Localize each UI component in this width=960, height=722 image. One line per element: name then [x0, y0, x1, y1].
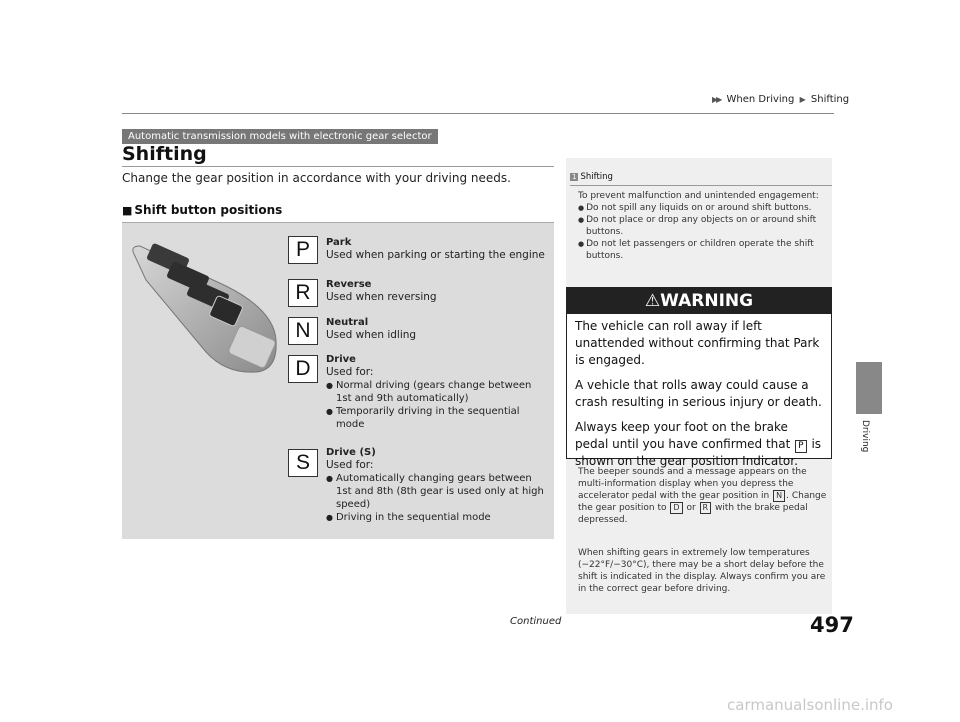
gear-drive-s-text: [326, 446, 550, 524]
warning-paragraph: [575, 419, 823, 470]
sidebar-bullet: ● Do not place or drop any objects on or around shift buttons.: [578, 214, 828, 238]
key-p-icon: P: [795, 440, 806, 453]
gear-name: Park: [326, 237, 352, 248]
gear-desc: Used for:: [326, 366, 374, 378]
watermark: carmanualsonline.info: [727, 696, 893, 714]
gear-name: Drive: [326, 354, 356, 365]
key-d-icon: D: [670, 502, 682, 514]
gear-bullet: ● Temporarily driving in the sequential mode: [326, 405, 550, 431]
sidebar-intro-text: To prevent malfunction and unintended engagement:: [578, 191, 819, 201]
page-title: Shifting: [122, 143, 207, 165]
sidebar-bullet: ● Do not let passengers or children operate the shift buttons.: [578, 238, 828, 262]
title-rule: [122, 166, 554, 167]
sidebar-rule: [570, 185, 832, 186]
gear-bullet: ● Normal driving (gears change between 1st and 9th automatically): [326, 379, 550, 405]
warning-paragraph: The vehicle can roll away if left unattended without confirming that Park is engaged.: [575, 319, 820, 367]
gear-letter-s: S: [288, 449, 318, 477]
header-rule: [122, 113, 834, 114]
breadcrumb-arrow-icon: ▶▶: [712, 95, 721, 104]
gear-neutral-text: [326, 316, 416, 342]
warning-title: WARNING: [660, 291, 754, 311]
sidebar-paragraph-beeper: [578, 466, 828, 526]
page-number: 497: [810, 613, 854, 637]
sidebar-heading-text: Shifting: [580, 172, 613, 182]
subheading: [122, 203, 282, 217]
gear-name: Neutral: [326, 317, 369, 328]
key-n-icon: N: [773, 490, 785, 502]
breadcrumb-separator-icon: ▶: [799, 95, 806, 104]
sidebar-paragraph-cold: When shifting gears in extremely low temperatures (−22°F/−30°C), there may be a short delay before the shift is indicated in the display. Always confirm you are in the correct gear before driving.: [578, 548, 826, 594]
gear-letter-p: P: [288, 236, 318, 264]
warning-body: [567, 314, 831, 482]
intro-text: Change the gear position in accordance with your driving needs.: [122, 171, 511, 185]
sidebar-heading: [570, 172, 613, 182]
gear-desc: Used when idling: [326, 329, 417, 341]
section-tab: [856, 362, 882, 414]
gear-bullet: ● Driving in the sequential mode: [326, 511, 550, 524]
gear-letter-d: D: [288, 355, 318, 383]
gear-selector-illustration: [126, 240, 286, 380]
sidebar-text: The beeper sounds and a message appears on the multi-information display when you depress the accelerator pedal with the gear position in: [578, 467, 807, 501]
breadcrumb-current: Shifting: [810, 94, 850, 105]
gear-desc: Used when parking or starting the engine: [326, 249, 545, 261]
sidebar-text: with the brake pedal depressed.: [578, 503, 808, 525]
sidebar-intro: [578, 190, 828, 262]
warning-icon: ⚠: [644, 291, 661, 311]
breadcrumb: [712, 94, 849, 105]
continued-label: Continued: [510, 616, 562, 627]
gear-name: Drive (S): [326, 447, 376, 458]
warning-header: [567, 288, 831, 314]
sidebar-text: or: [686, 503, 696, 513]
model-tag: Automatic transmission models with electronic gear selector: [122, 129, 438, 144]
warning-text: is shown on the gear position Indicator.: [575, 437, 822, 468]
section-tab-label: Driving: [860, 420, 870, 453]
gear-letter-r: R: [288, 279, 318, 307]
warning-text: Always keep your foot on the brake pedal until you have confirmed that: [575, 420, 791, 451]
gear-reverse-text: [326, 278, 437, 304]
key-r-icon: R: [700, 502, 712, 514]
square-bullet-icon: ■: [122, 204, 133, 217]
gear-drive-text: [326, 353, 550, 431]
sidebar-text: . Change the gear position to: [578, 491, 827, 513]
breadcrumb-parent: When Driving: [726, 94, 795, 105]
warning-paragraph: A vehicle that rolls away could cause a crash resulting in serious injury or death.: [575, 378, 822, 409]
subheading-text: Shift button positions: [134, 203, 283, 217]
warning-box: [566, 287, 832, 468]
sidebar-bullet: ● Do not spill any liquids on or around shift buttons.: [578, 202, 828, 214]
reference-number: 1: [572, 173, 577, 181]
gear-name: Reverse: [326, 279, 372, 290]
gear-desc: Used for:: [326, 459, 374, 471]
gear-bullet: ● Automatically changing gears between 1st and 8th (8th gear is used only at high speed): [326, 472, 550, 511]
gear-park-text: [326, 236, 545, 262]
gear-desc: Used when reversing: [326, 291, 437, 303]
gear-letter-n: N: [288, 317, 318, 345]
